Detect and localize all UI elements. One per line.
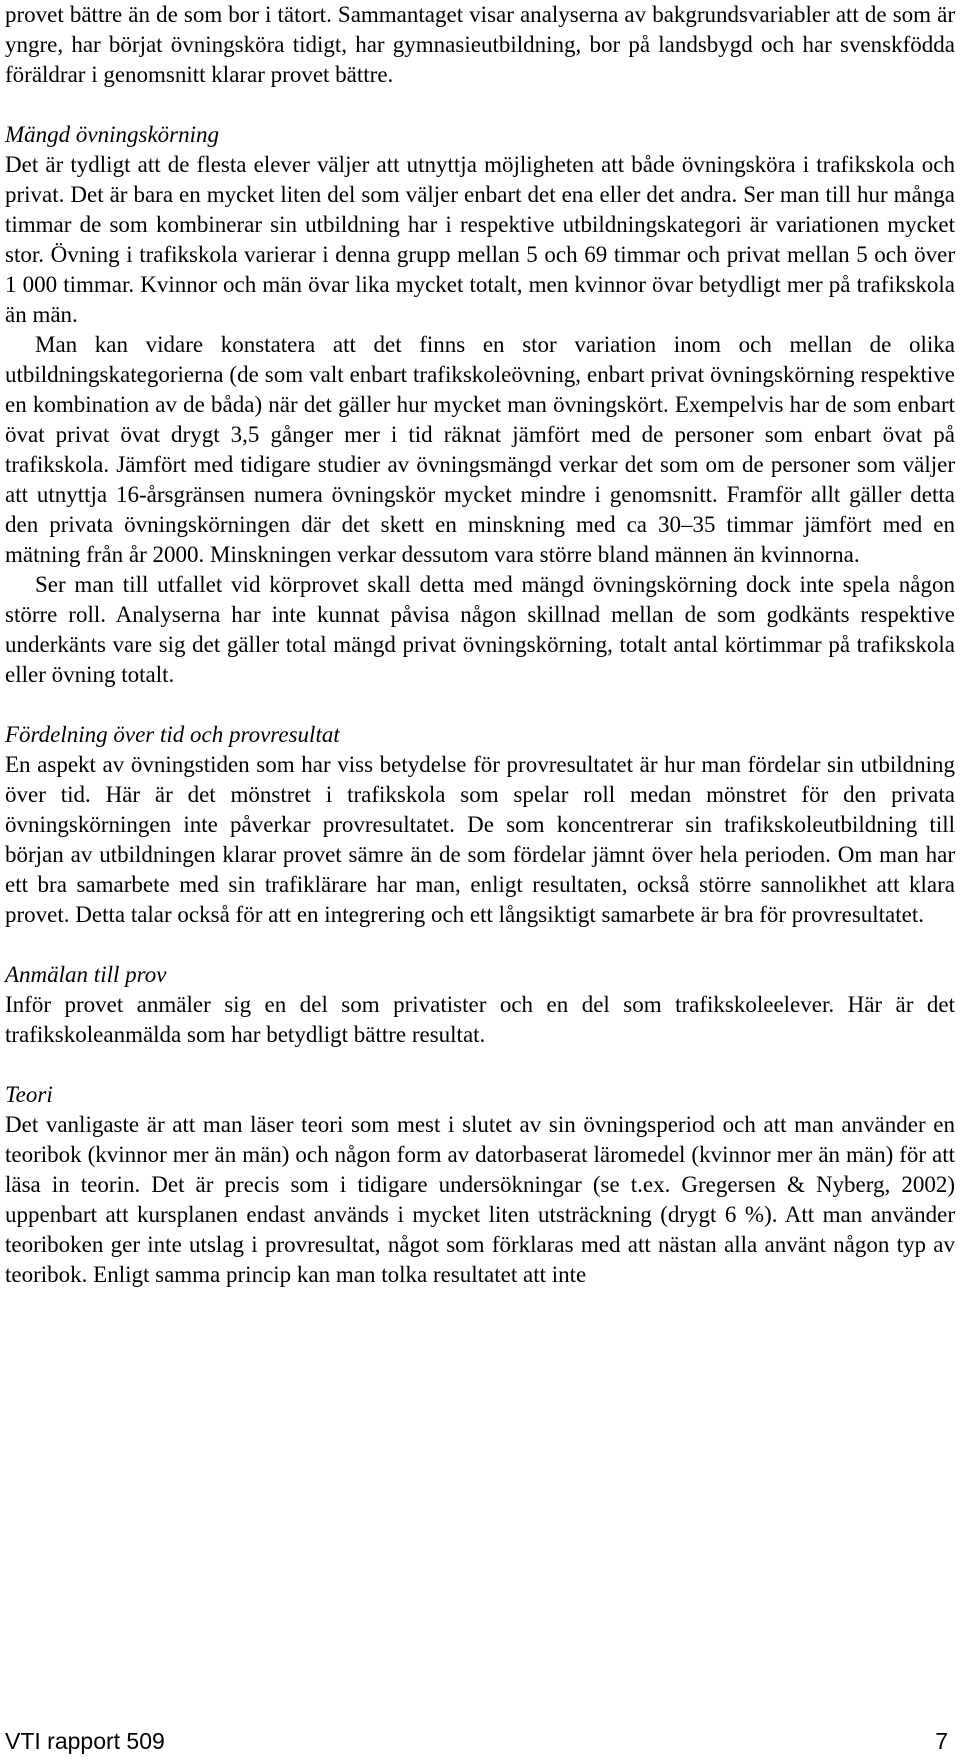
- document-page: [5, 0, 955, 1290]
- mangd-paragraph-1: Det är tydligt att de flesta elever väljer att utnyttja möjligheten att både övningsköra i trafikskola och privat. Det är bara en mycket liten del som väljer enbart det ena eller det andra. Ser man till hur många timmar de som kombinerar sin utbildning har i respektive utbildningskategori är variationen mycket stor. Övning i trafikskola varierar i denna grupp mellan 5 och 69 timmar och privat mellan 5 och över 1 000 timmar. Kvinnor och män övar lika mycket totalt, men kvinnor övar betydligt mer på trafikskola än män.: [5, 152, 955, 327]
- page-footer: [5, 1727, 948, 1755]
- fordelning-paragraph: En aspekt av övningstiden som har viss betydelse för provresultatet är hur man fördelar sin utbildning över tid. Här är det mönstret i trafikskola som spelar roll medan mönstret för den privata övningskörningen inte påverkar provresultatet. De som koncentrerar sin trafikskoleutbildning till början av utbildningen klarar provet sämre än de som fördelar jämnt över hela perioden. Om man har ett bra samarbete med sin trafiklärare har man, enligt resultaten, också större sannolikhet att klara provet. Detta talar också för att en integrering och ett långsiktigt samarbete är bra för provresultatet.: [5, 752, 955, 927]
- section-heading-mangd: Mängd övningskörning: [5, 122, 220, 147]
- mangd-paragraph-2: Man kan vidare konstatera att det finns en stor variation inom och mellan de olika utbildningskategorierna (de som valt enbart trafikskoleövning, enbart privat övningskörning respektive en kombination av de båda) när det gäller hur mycket man övningskört. Exempelvis har de som enbart övat privat övat drygt 3,5 gånger mer i tid räknat jämfört med de personer som enbart övat på trafikskola. Jämfört med tidigare studier av övningsmängd verkar det som om de personer som väljer att utnyttja 16-årsgränsen numera övningskör mycket mindre i genomsnitt. Framför allt gäller detta den privata övningskörningen där det skett en minskning med ca 30–35 timmar jämfört med en mätning från år 2000. Minskningen verkar dessutom vara större bland männen än kvinnorna.: [5, 332, 955, 567]
- section-gap: [5, 930, 955, 960]
- section-heading-anmalan: Anmälan till prov: [5, 962, 167, 987]
- anmalan-paragraph: Inför provet anmäler sig en del som privatister och en del som trafikskoleelever. Här är det trafikskoleanmälda som har betydligt bättre resultat.: [5, 992, 955, 1047]
- footer-report-name: VTI rapport 509: [5, 1728, 165, 1754]
- mangd-paragraph-3: Ser man till utfallet vid körprovet skall detta med mängd övningskörning dock inte spela någon större roll. Analyserna har inte kunnat påvisa någon skillnad mellan de som godkänts respektive underkänts vare sig det gäller total mängd privat övningskörning, totalt antal körtimmar på trafikskola eller övning totalt.: [5, 572, 955, 687]
- section-gap: [5, 690, 955, 720]
- footer-page-number: 7: [935, 1728, 948, 1754]
- section-heading-fordelning: Fördelning över tid och provresultat: [5, 722, 340, 747]
- section-gap: [5, 90, 955, 120]
- intro-paragraph: provet bättre än de som bor i tätort. Sammantaget visar analyserna av bakgrundsvariabler att de som är yngre, har börjat övningsköra tidigt, har gymnasieutbildning, bor på landsbygd och har svenskfödda föräldrar i genomsnitt klarar provet bättre.: [5, 2, 955, 87]
- section-heading-teori: Teori: [5, 1082, 53, 1107]
- teori-paragraph: Det vanligaste är att man läser teori som mest i slutet av sin övningsperiod och att man använder en teoribok (kvinnor mer än män) och någon form av datorbaserat läromedel (kvinnor mer än män) för att läsa in teorin. Det är precis som i tidigare undersökningar (se t.ex. Gregersen & Nyberg, 2002) uppenbart att kursplanen endast används i mycket liten utsträckning (drygt 6 %). Att man använder teoriboken ger inte utslag i provresultat, något som förklaras med att nästan alla använt någon typ av teoribok. Enligt samma princip kan man tolka resultatet att inte: [5, 1112, 955, 1287]
- section-gap: [5, 1050, 955, 1080]
